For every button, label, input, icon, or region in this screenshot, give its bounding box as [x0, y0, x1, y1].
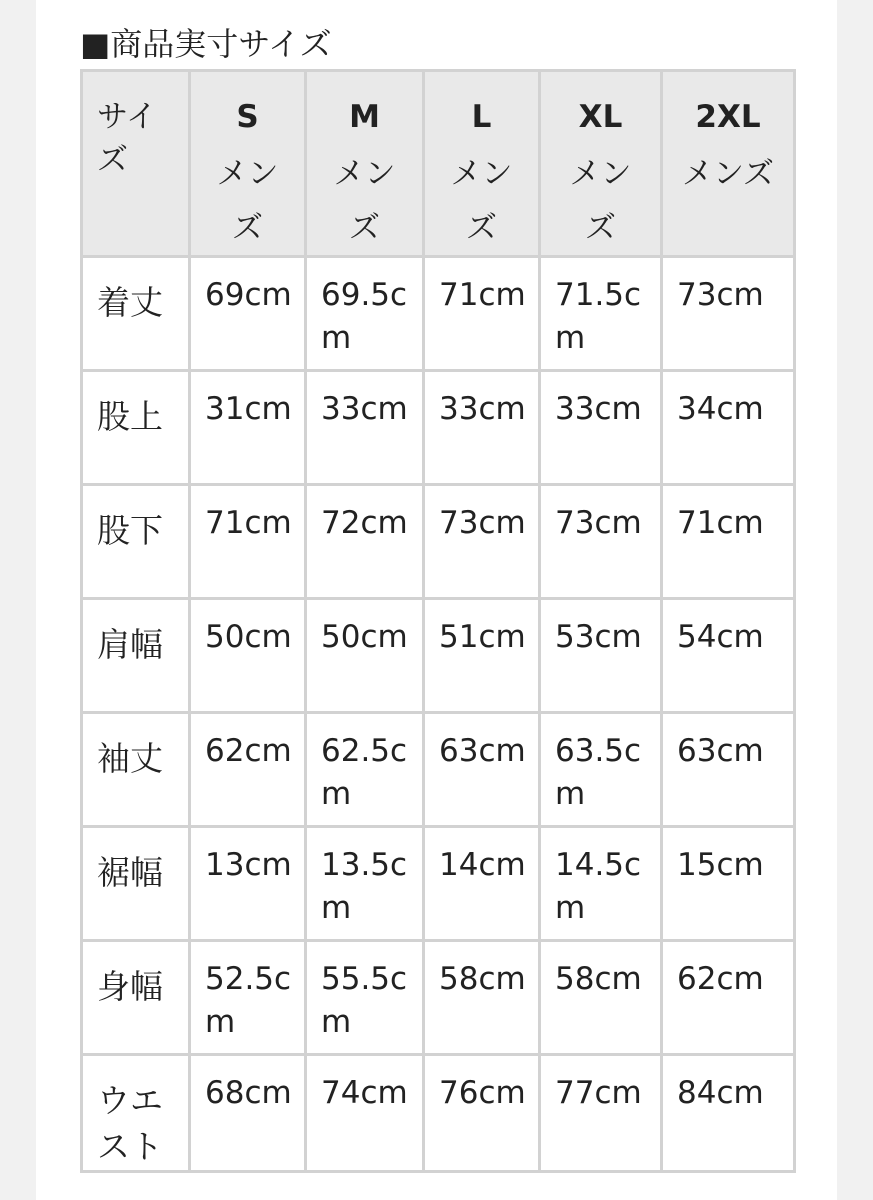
table-cell: 34cm: [662, 371, 795, 485]
table-row: [82, 485, 795, 599]
size-letter: 2XL: [695, 99, 761, 135]
table-cell: 51cm: [424, 599, 540, 713]
table-cell: 13.5cm: [306, 827, 424, 941]
table-cell: 72cm: [306, 485, 424, 599]
section-title: ■商品実寸サイズ: [80, 25, 332, 63]
row-label: 袖丈: [82, 713, 190, 827]
size-gender: メンズ: [681, 156, 775, 192]
table-cell: 50cm: [190, 599, 306, 713]
table-cell: 69cm: [190, 257, 306, 371]
table-cell: 63cm: [662, 713, 795, 827]
table-cell: 50cm: [306, 599, 424, 713]
table-cell: 54cm: [662, 599, 795, 713]
table-cell: 33cm: [424, 371, 540, 485]
table-cell: 53cm: [540, 599, 662, 713]
table-cell: 69.5cm: [306, 257, 424, 371]
table-cell: 58cm: [540, 941, 662, 1055]
row-label: 裾幅: [82, 827, 190, 941]
table-cell: 55.5cm: [306, 941, 424, 1055]
table-row: [82, 827, 795, 941]
table-cell: 73cm: [540, 485, 662, 599]
table-row: [82, 599, 795, 713]
header-size-xl: [540, 71, 662, 257]
table-cell: 68cm: [190, 1055, 306, 1172]
table-cell: 15cm: [662, 827, 795, 941]
table-cell: 63cm: [424, 713, 540, 827]
size-table: [80, 69, 796, 1173]
size-letter: S: [236, 99, 259, 135]
row-label: ウエスト: [82, 1055, 190, 1172]
table-cell: 13cm: [190, 827, 306, 941]
size-gender: メンズ: [333, 156, 396, 246]
table-row: [82, 713, 795, 827]
size-gender: メンズ: [450, 156, 513, 246]
size-gender: メンズ: [569, 156, 632, 246]
table-cell: 73cm: [662, 257, 795, 371]
size-gender: メンズ: [216, 156, 279, 246]
table-row: [82, 257, 795, 371]
table-cell: 33cm: [540, 371, 662, 485]
table-cell: 14.5cm: [540, 827, 662, 941]
row-label: 身幅: [82, 941, 190, 1055]
table-cell: 71cm: [662, 485, 795, 599]
table-row: [82, 1055, 795, 1172]
row-label: 着丈: [82, 257, 190, 371]
table-cell: 58cm: [424, 941, 540, 1055]
table-cell: 14cm: [424, 827, 540, 941]
table-cell: 74cm: [306, 1055, 424, 1172]
header-size-2xl: [662, 71, 795, 257]
size-letter: XL: [578, 99, 623, 135]
row-label: 股下: [82, 485, 190, 599]
table-cell: 62cm: [190, 713, 306, 827]
table-body: [82, 257, 795, 1172]
table-cell: 71cm: [190, 485, 306, 599]
row-label: 股上: [82, 371, 190, 485]
table-cell: 71.5cm: [540, 257, 662, 371]
table-cell: 62cm: [662, 941, 795, 1055]
table-row: [82, 371, 795, 485]
table-cell: 52.5cm: [190, 941, 306, 1055]
table-cell: 84cm: [662, 1055, 795, 1172]
size-letter: M: [349, 99, 380, 135]
table-cell: 73cm: [424, 485, 540, 599]
table-row: [82, 941, 795, 1055]
table-cell: 62.5cm: [306, 713, 424, 827]
table-cell: 31cm: [190, 371, 306, 485]
header-label: サイズ: [82, 71, 190, 257]
header-size-m: [306, 71, 424, 257]
table-cell: 63.5cm: [540, 713, 662, 827]
header-row: [82, 71, 795, 257]
table-cell: 33cm: [306, 371, 424, 485]
header-size-l: [424, 71, 540, 257]
row-label: 肩幅: [82, 599, 190, 713]
table-cell: 76cm: [424, 1055, 540, 1172]
header-size-s: [190, 71, 306, 257]
size-letter: L: [471, 99, 492, 135]
table-cell: 77cm: [540, 1055, 662, 1172]
table-cell: 71cm: [424, 257, 540, 371]
